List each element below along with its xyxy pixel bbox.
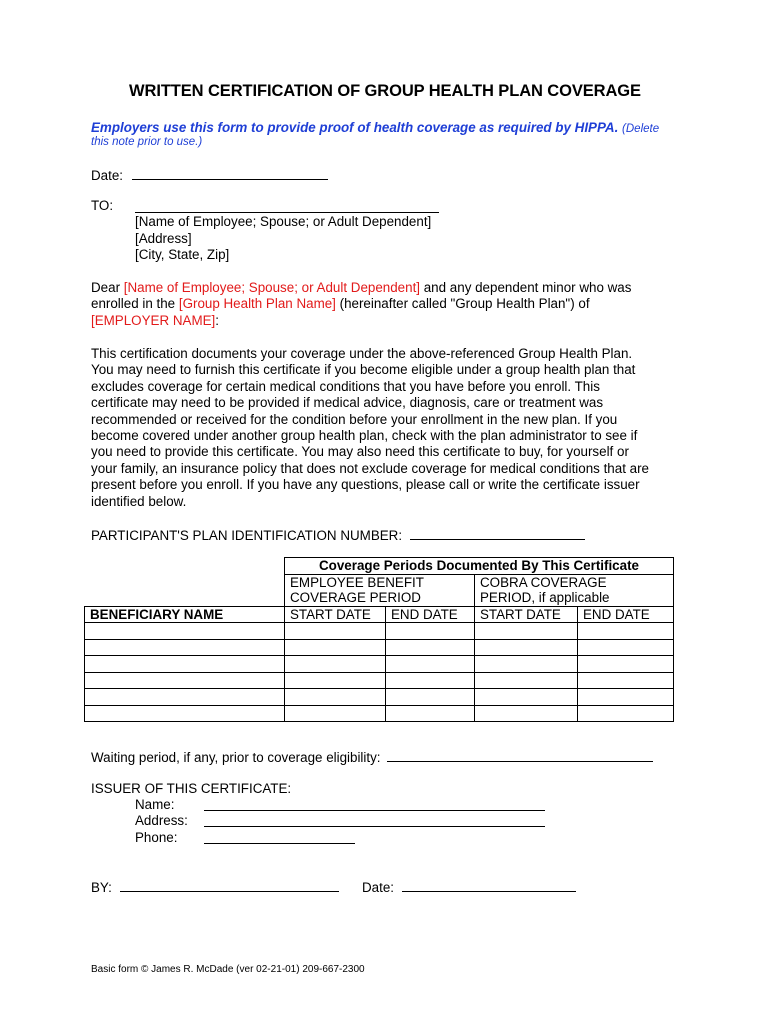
table-row (85, 623, 674, 640)
employee-start-date-cell[interactable] (285, 656, 386, 673)
cobra-start-date-cell[interactable] (475, 689, 578, 706)
cobra-header-2: PERIOD, if applicable (475, 590, 674, 606)
employee-start-date-cell[interactable] (285, 623, 386, 640)
table-row (85, 574, 674, 590)
dear-colon: : (215, 312, 219, 328)
waiting-period-row (91, 748, 653, 765)
instruction-note-main: Employers use this form to provide proof of health coverage as required by HIPPA. (91, 120, 619, 135)
table-cell-empty (85, 590, 285, 606)
table-row (85, 606, 674, 623)
cobra-end-date-cell[interactable] (578, 639, 674, 656)
cobra-end-date-cell[interactable] (578, 656, 674, 673)
table-row (85, 672, 674, 689)
body-line: certificate may need to be provided if medical advice, diagnosis, care or treatment was (91, 395, 604, 411)
instruction-note (91, 120, 659, 135)
to-city-state-zip: [City, State, Zip] (135, 247, 230, 262)
dear-name-placeholder: [Name of Employee; Spouse; or Adult Dependent] (123, 280, 421, 295)
participant-id-field[interactable] (410, 526, 585, 540)
cobra-start-date-cell[interactable] (475, 639, 578, 656)
body-paragraph (91, 346, 649, 510)
participant-id-row (91, 526, 585, 543)
table-row (85, 558, 674, 575)
beneficiary-name-header: BENEFICIARY NAME (85, 606, 285, 623)
employee-end-date-cell[interactable] (386, 672, 475, 689)
cobra-end-date-cell[interactable] (578, 672, 674, 689)
footer-copyright: Basic form © James R. McDade (ver 02-21-01) 209-667-2300 (91, 964, 365, 975)
cobra-end-date-cell[interactable] (578, 689, 674, 706)
table-row (85, 705, 674, 722)
employee-start-date-cell[interactable] (285, 672, 386, 689)
to-name: [Name of Employee; Spouse; or Adult Dependent] (135, 214, 432, 229)
instruction-note-aside-line2: this note prior to use.) (91, 136, 203, 148)
employee-start-date-cell[interactable] (285, 689, 386, 706)
issuer-name-field[interactable] (204, 797, 545, 811)
table-row (85, 689, 674, 706)
issuer-address-label: Address: (135, 813, 188, 828)
beneficiary-name-cell[interactable] (85, 689, 285, 706)
beneficiary-name-cell[interactable] (85, 656, 285, 673)
employee-benefit-header-1: EMPLOYEE BENEFIT (285, 574, 475, 590)
dear-mid: and any dependent minor who was (420, 280, 632, 295)
dear-paragraph (91, 280, 631, 329)
body-line: present before you enroll. If you have any questions, please call or write the certificate issuer (91, 477, 640, 493)
employee-start-date-cell[interactable] (285, 639, 386, 656)
issuer-name-label: Name: (135, 797, 175, 812)
body-line: recommended or received for the condition before your enrollment in the new plan. If you (91, 411, 618, 427)
to-label: TO: (91, 198, 114, 213)
employer-name-placeholder: [EMPLOYER NAME] (91, 312, 216, 328)
by-row (91, 878, 339, 895)
employee-end-date-cell[interactable] (386, 705, 475, 722)
cobra-start-date-header: START DATE (475, 606, 578, 623)
date-label: Date: (91, 168, 124, 183)
cobra-start-date-cell[interactable] (475, 656, 578, 673)
to-line[interactable] (135, 200, 439, 213)
employee-end-date-header: END DATE (386, 606, 475, 623)
issuer-address-field[interactable] (204, 813, 545, 827)
dear-line2-suffix: (hereinafter called "Group Health Plan") of (335, 296, 590, 312)
date-row (91, 166, 328, 183)
signature-date-row (362, 878, 576, 895)
signature-date-label: Date: (362, 880, 395, 895)
employee-benefit-header-2: COVERAGE PERIOD (285, 590, 475, 606)
cobra-end-date-cell[interactable] (578, 705, 674, 722)
dear-line2-prefix: enrolled in the (91, 296, 179, 312)
table-row (85, 656, 674, 673)
coverage-periods-header: Coverage Periods Documented By This Certificate (285, 558, 674, 575)
plan-name-placeholder: [Group Health Plan Name] (178, 296, 336, 312)
body-line: identified below. (91, 493, 187, 509)
cobra-start-date-cell[interactable] (475, 705, 578, 722)
body-line: become covered under another group health plan, check with the plan administrator to see if (91, 428, 638, 444)
body-line: you need to provide this certificate. You may also need this certificate to buy, for yourself or (91, 444, 629, 460)
waiting-period-label: Waiting period, if any, prior to coverage eligibility: (91, 750, 381, 765)
beneficiary-name-cell[interactable] (85, 639, 285, 656)
table-cell-empty (85, 574, 285, 590)
by-signature-field[interactable] (120, 878, 339, 892)
employee-start-date-header: START DATE (285, 606, 386, 623)
to-address: [Address] (135, 231, 192, 246)
employee-end-date-cell[interactable] (386, 639, 475, 656)
date-field[interactable] (132, 166, 328, 180)
employee-start-date-cell[interactable] (285, 705, 386, 722)
waiting-period-field[interactable] (387, 748, 653, 762)
cobra-header-1: COBRA COVERAGE (475, 574, 674, 590)
beneficiary-name-cell[interactable] (85, 623, 285, 640)
coverage-table (84, 557, 674, 722)
body-line: You may need to furnish this certificate if you become eligible under a group health plan that (91, 362, 636, 378)
body-line: your family, an insurance policy that does not exclude coverage for medical conditions that are (91, 460, 649, 476)
employee-end-date-cell[interactable] (386, 623, 475, 640)
issuer-phone-label: Phone: (135, 830, 178, 845)
form-title: WRITTEN CERTIFICATION OF GROUP HEALTH PLAN COVERAGE (129, 82, 641, 100)
body-line: This certification documents your coverage under the above-referenced Group Health Plan. (91, 346, 633, 361)
table-row (85, 639, 674, 656)
issuer-phone-field[interactable] (204, 830, 355, 844)
by-label: BY: (91, 880, 112, 895)
signature-date-field[interactable] (402, 878, 576, 892)
cobra-start-date-cell[interactable] (475, 623, 578, 640)
table-row (85, 590, 674, 606)
issuer-label: ISSUER OF THIS CERTIFICATE: (91, 781, 292, 796)
table-cell-empty (85, 558, 285, 575)
cobra-end-date-cell[interactable] (578, 623, 674, 640)
participant-id-label: PARTICIPANT'S PLAN IDENTIFICATION NUMBER: (91, 528, 403, 543)
instruction-note-aside: (Delete (622, 123, 660, 135)
body-line: excludes coverage for certain medical conditions that you have before you enroll. This (91, 378, 600, 394)
dear-prefix: Dear (91, 280, 124, 295)
cobra-end-date-header: END DATE (578, 606, 674, 623)
cobra-start-date-cell[interactable] (475, 672, 578, 689)
beneficiary-name-cell[interactable] (85, 672, 285, 689)
beneficiary-name-cell[interactable] (85, 705, 285, 722)
employee-end-date-cell[interactable] (386, 689, 475, 706)
employee-end-date-cell[interactable] (386, 656, 475, 673)
